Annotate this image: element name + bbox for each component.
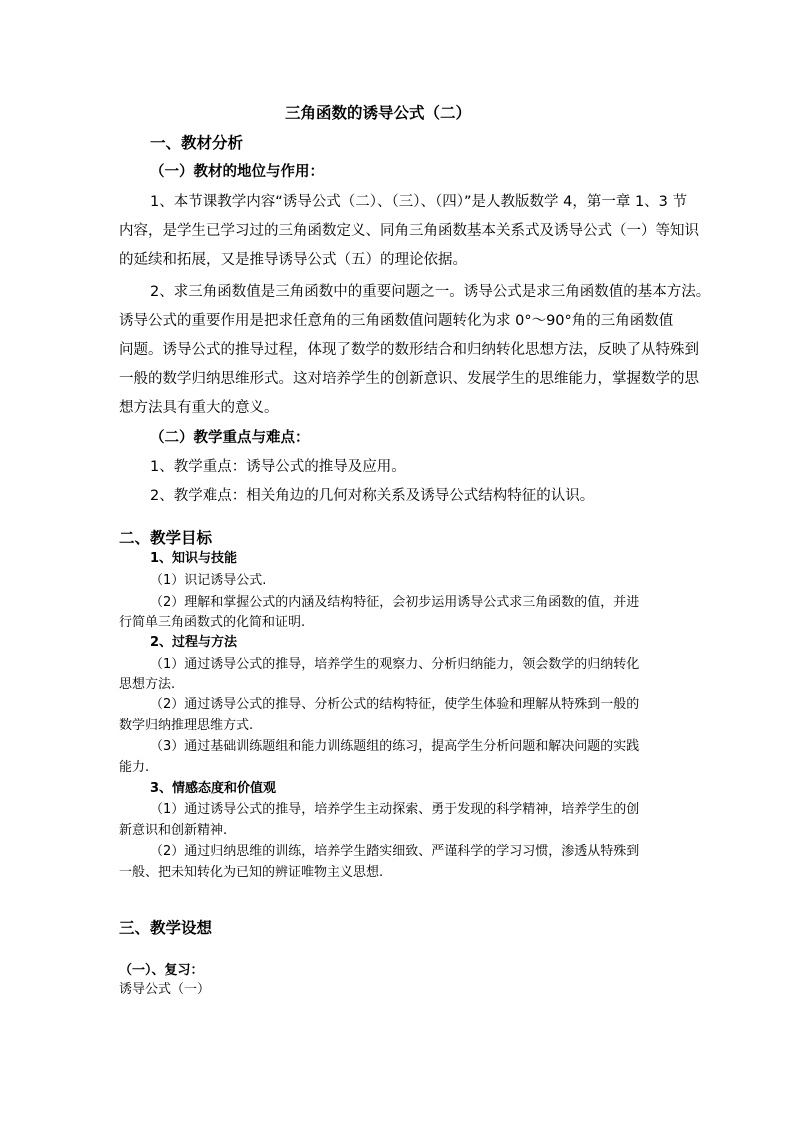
list-item: 2、教学难点：相关角边的几何对称关系及诱导公式结构特征的认识。 — [150, 488, 595, 504]
goal-line: （3）通过基础训练题组和能力训练题组的练习，提高学生分析问题和解决问题的实践 — [150, 739, 640, 754]
goal-line: （2）理解和掌握公式的内涵及结构特征，会初步运用诱导公式求三角函数的值，并进 — [150, 595, 640, 610]
paragraph-line: 的延续和拓展，又是推导诱导公式（五）的理论依据。 — [119, 252, 467, 268]
section-heading-2: 二、教学目标 — [119, 529, 213, 547]
paragraph-line: 1、本节课教学内容“诱导公式（二）、（三）、（四）”是人教版数学 4，第一章 1、3 节 — [150, 194, 687, 210]
paragraph-line: 内容，是学生已学习过的三角函数定义、同角三角函数基本关系式及诱导公式（一）等知识 — [119, 223, 699, 239]
paragraph-line: 诱导公式（一） — [119, 982, 211, 997]
paragraph-line: 诱导公式的重要作用是把求任意角的三角函数值问题转化为求 0°～90°角的三角函数值 — [119, 313, 674, 329]
subsection-heading: （一）、复习： — [119, 963, 204, 978]
goal-heading: 2、过程与方法 — [150, 635, 238, 650]
paragraph-line: 一般的数学归纳思维形式。这对培养学生的创新意识、发展学生的思维能力，掌握数学的思 — [119, 371, 699, 387]
subsection-heading: （一）教材的地位与作用： — [150, 164, 324, 180]
document-title: 三角函数的诱导公式（二） — [285, 104, 472, 122]
section-heading-3: 三、教学设想 — [119, 919, 213, 937]
goal-line: （1）通过诱导公式的推导，培养学生的观察力、分析归纳能力，领会数学的归纳转化 — [150, 657, 640, 672]
paragraph-line: 想方法具有重大的意义。 — [119, 400, 279, 416]
subsection-heading: （二）教学重点与难点： — [150, 430, 310, 446]
goal-line: （2）通过归纳思维的训练，培养学生踏实细致、严谨科学的学习习惯，渗透从特殊到 — [150, 844, 640, 859]
goal-heading: 3、情感态度和价值观 — [150, 781, 277, 796]
goal-line: 数学归纳推理思维方式. — [119, 718, 254, 733]
paragraph-line: 2、求三角函数值是三角函数中的重要问题之一。诱导公式是求三角函数值的基本方法。 — [150, 284, 711, 300]
list-item: 1、教学重点：诱导公式的推导及应用。 — [150, 459, 406, 475]
goal-heading: 1、知识与技能 — [150, 551, 238, 566]
goal-line: 思想方法. — [119, 677, 176, 692]
goal-line: （1）识记诱导公式. — [150, 573, 267, 588]
goal-line: 能力. — [119, 760, 150, 775]
goal-line: 新意识和创新精神. — [119, 823, 228, 838]
goal-line: （2）通过诱导公式的推导、分析公式的结构特征，使学生体验和理解从特殊到一般的 — [150, 697, 640, 712]
goal-line: 一般、把未知转化为已知的辨证唯物主义思想. — [119, 865, 384, 880]
goal-line: 行简单三角函数式的化简和证明. — [119, 615, 306, 630]
goal-line: （1）通过诱导公式的推导，培养学生主动探索、勇于发现的科学精神，培养学生的创 — [150, 802, 640, 817]
section-heading-1: 一、教材分析 — [150, 134, 244, 152]
paragraph-line: 问题。诱导公式的推导过程，体现了数学的数形结合和归纳转化思想方法，反映了从特殊到 — [119, 342, 699, 358]
